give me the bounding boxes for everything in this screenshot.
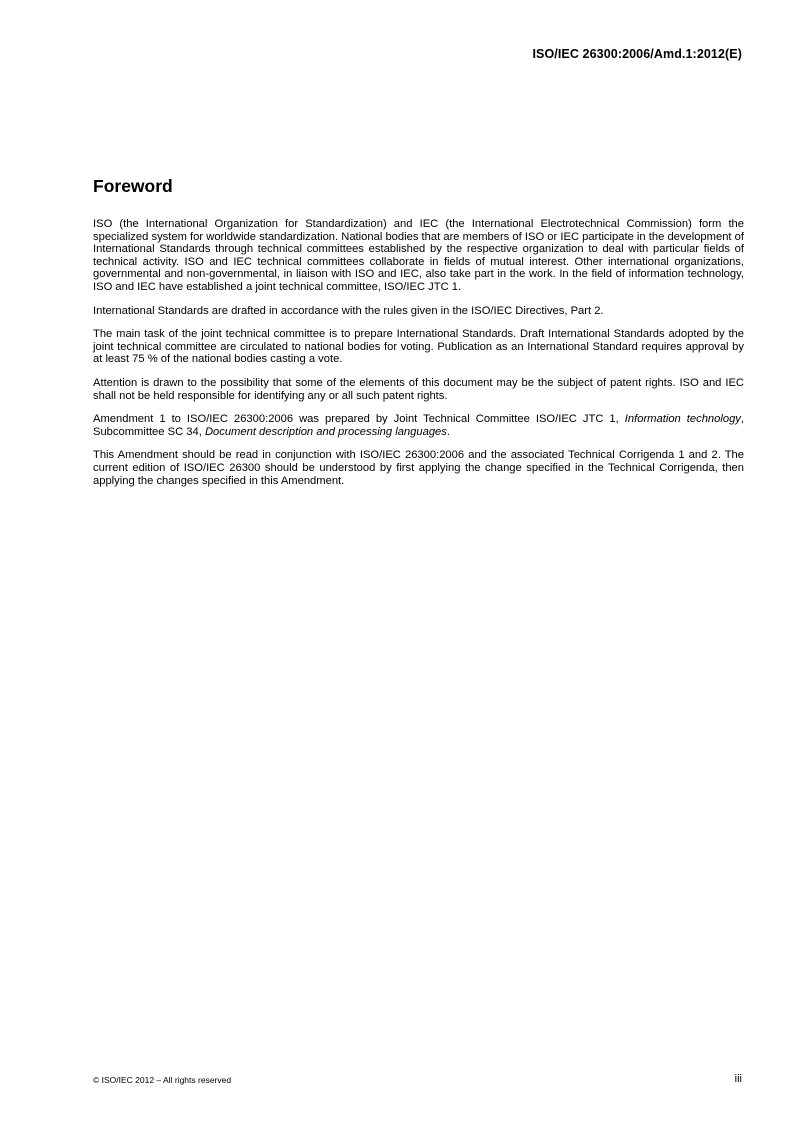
paragraph-patent-rights: Attention is drawn to the possibility that some of the elements of this document may be the subject of patent rights. ISO and IEC shall not be held responsible for identifying any or all such patent rights. (93, 376, 744, 402)
amendment-text-2: , Subcommittee SC 34, (93, 413, 745, 438)
paragraph-main-task: The main task of the joint technical committee is to prepare International Standards. Draft International Standards adopted by the joint technical committee are circulated to national bodies for voting. Publication as an International Standard requires approval by at least 75 % of the national bodies casting a vote. (93, 328, 744, 366)
paragraph-amendment-prepared (93, 413, 744, 438)
document-id-header: ISO/IEC 26300:2006/Amd.1:2012(E) (532, 47, 742, 61)
amendment-text-3: . (446, 425, 450, 438)
footer-page-number: iii (734, 1073, 742, 1085)
page-title: Foreword (93, 176, 173, 196)
foreword-body (93, 218, 744, 498)
paragraph-organizations: ISO (the International Organization for Standardization) and IEC (the International Electrotechnical Commission) form the specialized system for worldwide standardization. National bodies that are members of ISO or IEC participate in the development of International Standards through technical committees established by the respective organization to deal with particular fields of technical activity. ISO and IEC technical committees collaborate in fields of mutual interest. Other international organizations, governmental and non-governmental, in liaison with ISO and IEC, also take part in the work. In the field of information technology, ISO and IEC have established a joint technical committee, ISO/IEC JTC 1. (93, 218, 744, 293)
amendment-committee-name: Information technology (624, 413, 741, 426)
paragraph-conjunction: This Amendment should be read in conjunction with ISO/IEC 26300:2006 and the associated Technical Corrigenda 1 and 2. The current edition of ISO/IEC 26300 should be understood by first applying the change specified in the Technical Corrigenda, then applying the changes specified in this Amendment. (93, 449, 744, 487)
footer-copyright: © ISO/IEC 2012 – All rights reserved (93, 1075, 232, 1085)
paragraph-drafting-rules: International Standards are drafted in accordance with the rules given in the ISO/IEC Directives, Part 2. (93, 304, 604, 317)
amendment-subcommittee-name: Document description and processing languages (204, 425, 447, 438)
amendment-text-1: Amendment 1 to ISO/IEC 26300:2006 was prepared by Joint Technical Committee ISO/IEC JTC 1, (93, 413, 625, 426)
